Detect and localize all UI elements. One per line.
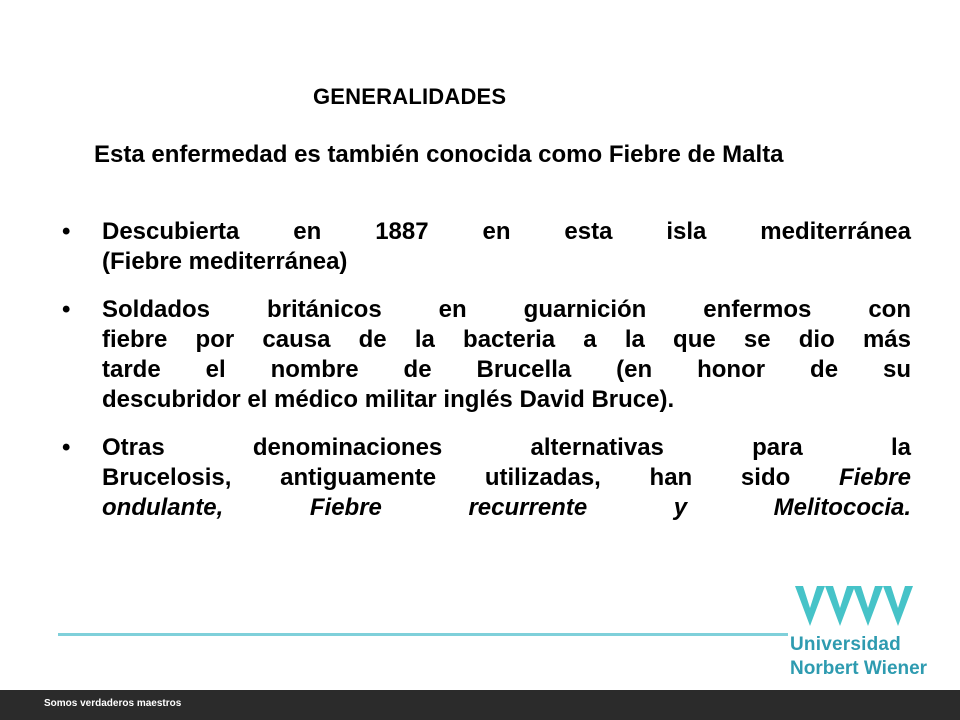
slide-title: GENERALIDADES	[313, 84, 507, 109]
footer-bar	[0, 690, 960, 720]
open-book-logo-icon	[795, 586, 913, 626]
bullet-line	[102, 493, 911, 523]
bullet-line: Soldados británicos en guarnición enfermos con	[102, 296, 911, 323]
bullet-line: Otras denominaciones alternativas para la	[102, 434, 911, 461]
logo-text-line1: Universidad	[790, 634, 901, 655]
italic-term: recurrente	[468, 494, 588, 521]
bullet-line: (Fiebre mediterránea)	[102, 248, 348, 275]
bullet-symbol: •	[62, 296, 71, 323]
footer-tagline: Somos verdaderos maestros	[44, 698, 182, 709]
italic-term: Fiebre	[838, 464, 911, 491]
bullet-item	[62, 295, 911, 415]
bullet-line: tarde el nombre de Brucella (en honor de su	[102, 356, 911, 383]
bullet-line: fiebre por causa de la bacteria a la que se dio más	[102, 326, 911, 353]
logo-text-line2: Norbert Wiener	[790, 658, 928, 679]
bullet-symbol: •	[62, 218, 71, 245]
italic-term: Fiebre	[309, 494, 382, 521]
bullet-list	[62, 217, 911, 541]
bullet-symbol: •	[62, 434, 71, 461]
bullet-line	[102, 463, 911, 493]
bullet-text: Brucelosis, antiguamente utilizadas, han sido	[102, 464, 839, 491]
bullet-line: Descubierta en 1887 en esta isla mediterránea	[102, 218, 911, 245]
bullet-line: descubridor el médico militar inglés David Bruce).	[102, 386, 675, 413]
intro-paragraph: Esta enfermedad es también conocida como Fiebre de Malta	[94, 141, 784, 168]
bullet-item	[62, 217, 911, 277]
accent-divider	[58, 633, 788, 636]
italic-term: ondulante,	[102, 494, 224, 521]
italic-term: Melitococia.	[773, 494, 912, 521]
university-logo	[790, 586, 940, 686]
bullet-text: y	[673, 494, 688, 521]
bullet-item	[62, 433, 911, 523]
